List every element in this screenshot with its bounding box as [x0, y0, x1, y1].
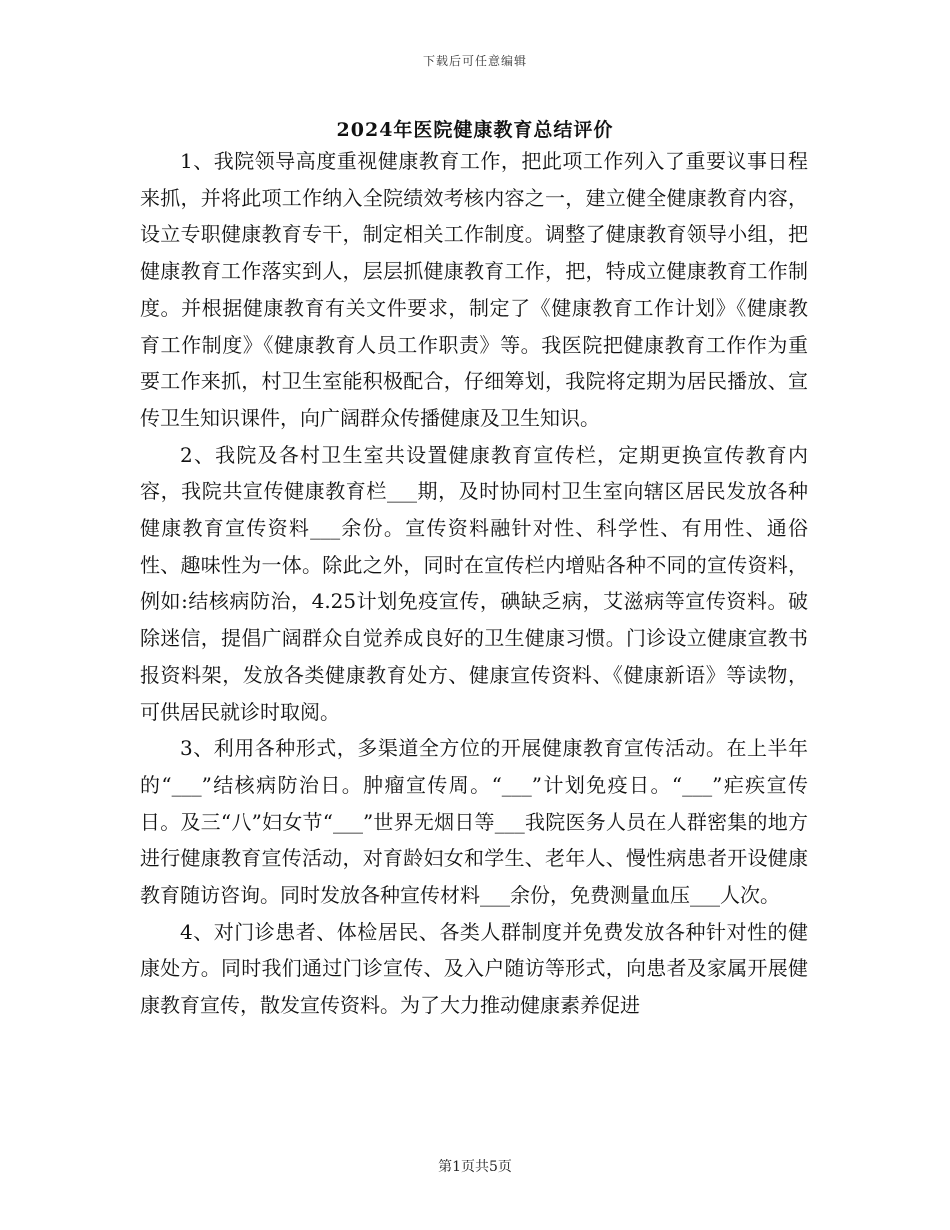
paragraph-4: 4、对门诊患者、体检居民、各类人群制度并免费发放各种针对性的健康处方。同时我们通过门诊宣传、及入户随访等形式，向患者及家属开展健康教育宣传，散发宣传资料。为了大力推动健康素养促进	[140, 919, 808, 1018]
paragraph-3: 3、利用各种形式，多渠道全方位的开展健康教育宣传活动。在上半年的“___”结核病防治日。肿瘤宣传周。“___”计划免疫日。“___”疟疾宣传日。及三“八”妇女节“___”世界无烟日等___我院医务人员在人群密集的地方进行健康教育宣传活动，对育龄妇女和学生、老年人、慢性病患者开设健康教育随访咨询。同时发放各种宣传材料___余份，免费测量血压___人次。	[140, 736, 808, 908]
document-title: 2024年医院健康教育总结评价	[336, 119, 614, 141]
paragraph-2: 2、我院及各村卫生室共设置健康教育宣传栏，定期更换宣传教育内容，我院共宣传健康教育栏___期，及时协同村卫生室向辖区居民发放各种健康教育宣传资料___余份。宣传资料融针对性、科学性、有用性、通俗性、趣味性为一体。除此之外，同时在宣传栏内增贴各种不同的宣传资料，例如:结核病防治，4.25计划免疫宣传，碘缺乏病，艾滋病等宣传资料。破除迷信，提倡广阔群众自觉养成良好的卫生健康习惯。门诊设立健康宣教书报资料架，发放各类健康教育处方、健康宣传资料、《健康新语》等读物，可供居民就诊时取阅。	[140, 442, 808, 724]
paragraph-1: 1、我院领导高度重视健康教育工作，把此项工作列入了重要议事日程来抓，并将此项工作纳入全院绩效考核内容之一，建立健全健康教育内容，设立专职健康教育专干，制定相关工作制度。调整了健康教育领导小组，把健康教育工作落实到人，层层抓健康教育工作，把，特成立健康教育工作制度。并根据健康教育有关文件要求，制定了《健康教育工作计划》《健康教育工作制度》《健康教育人员工作职责》等。我医院把健康教育工作作为重要工作来抓，村卫生室能积极配合，仔细筹划，我院将定期为居民播放、宣传卫生知识课件，向广阔群众传播健康及卫生知识。	[140, 149, 808, 430]
document-body	[140, 143, 808, 1024]
page-header-note: 下载后可任意编辑	[422, 54, 527, 68]
page-footer-number: 第1页共5页	[438, 1159, 512, 1175]
